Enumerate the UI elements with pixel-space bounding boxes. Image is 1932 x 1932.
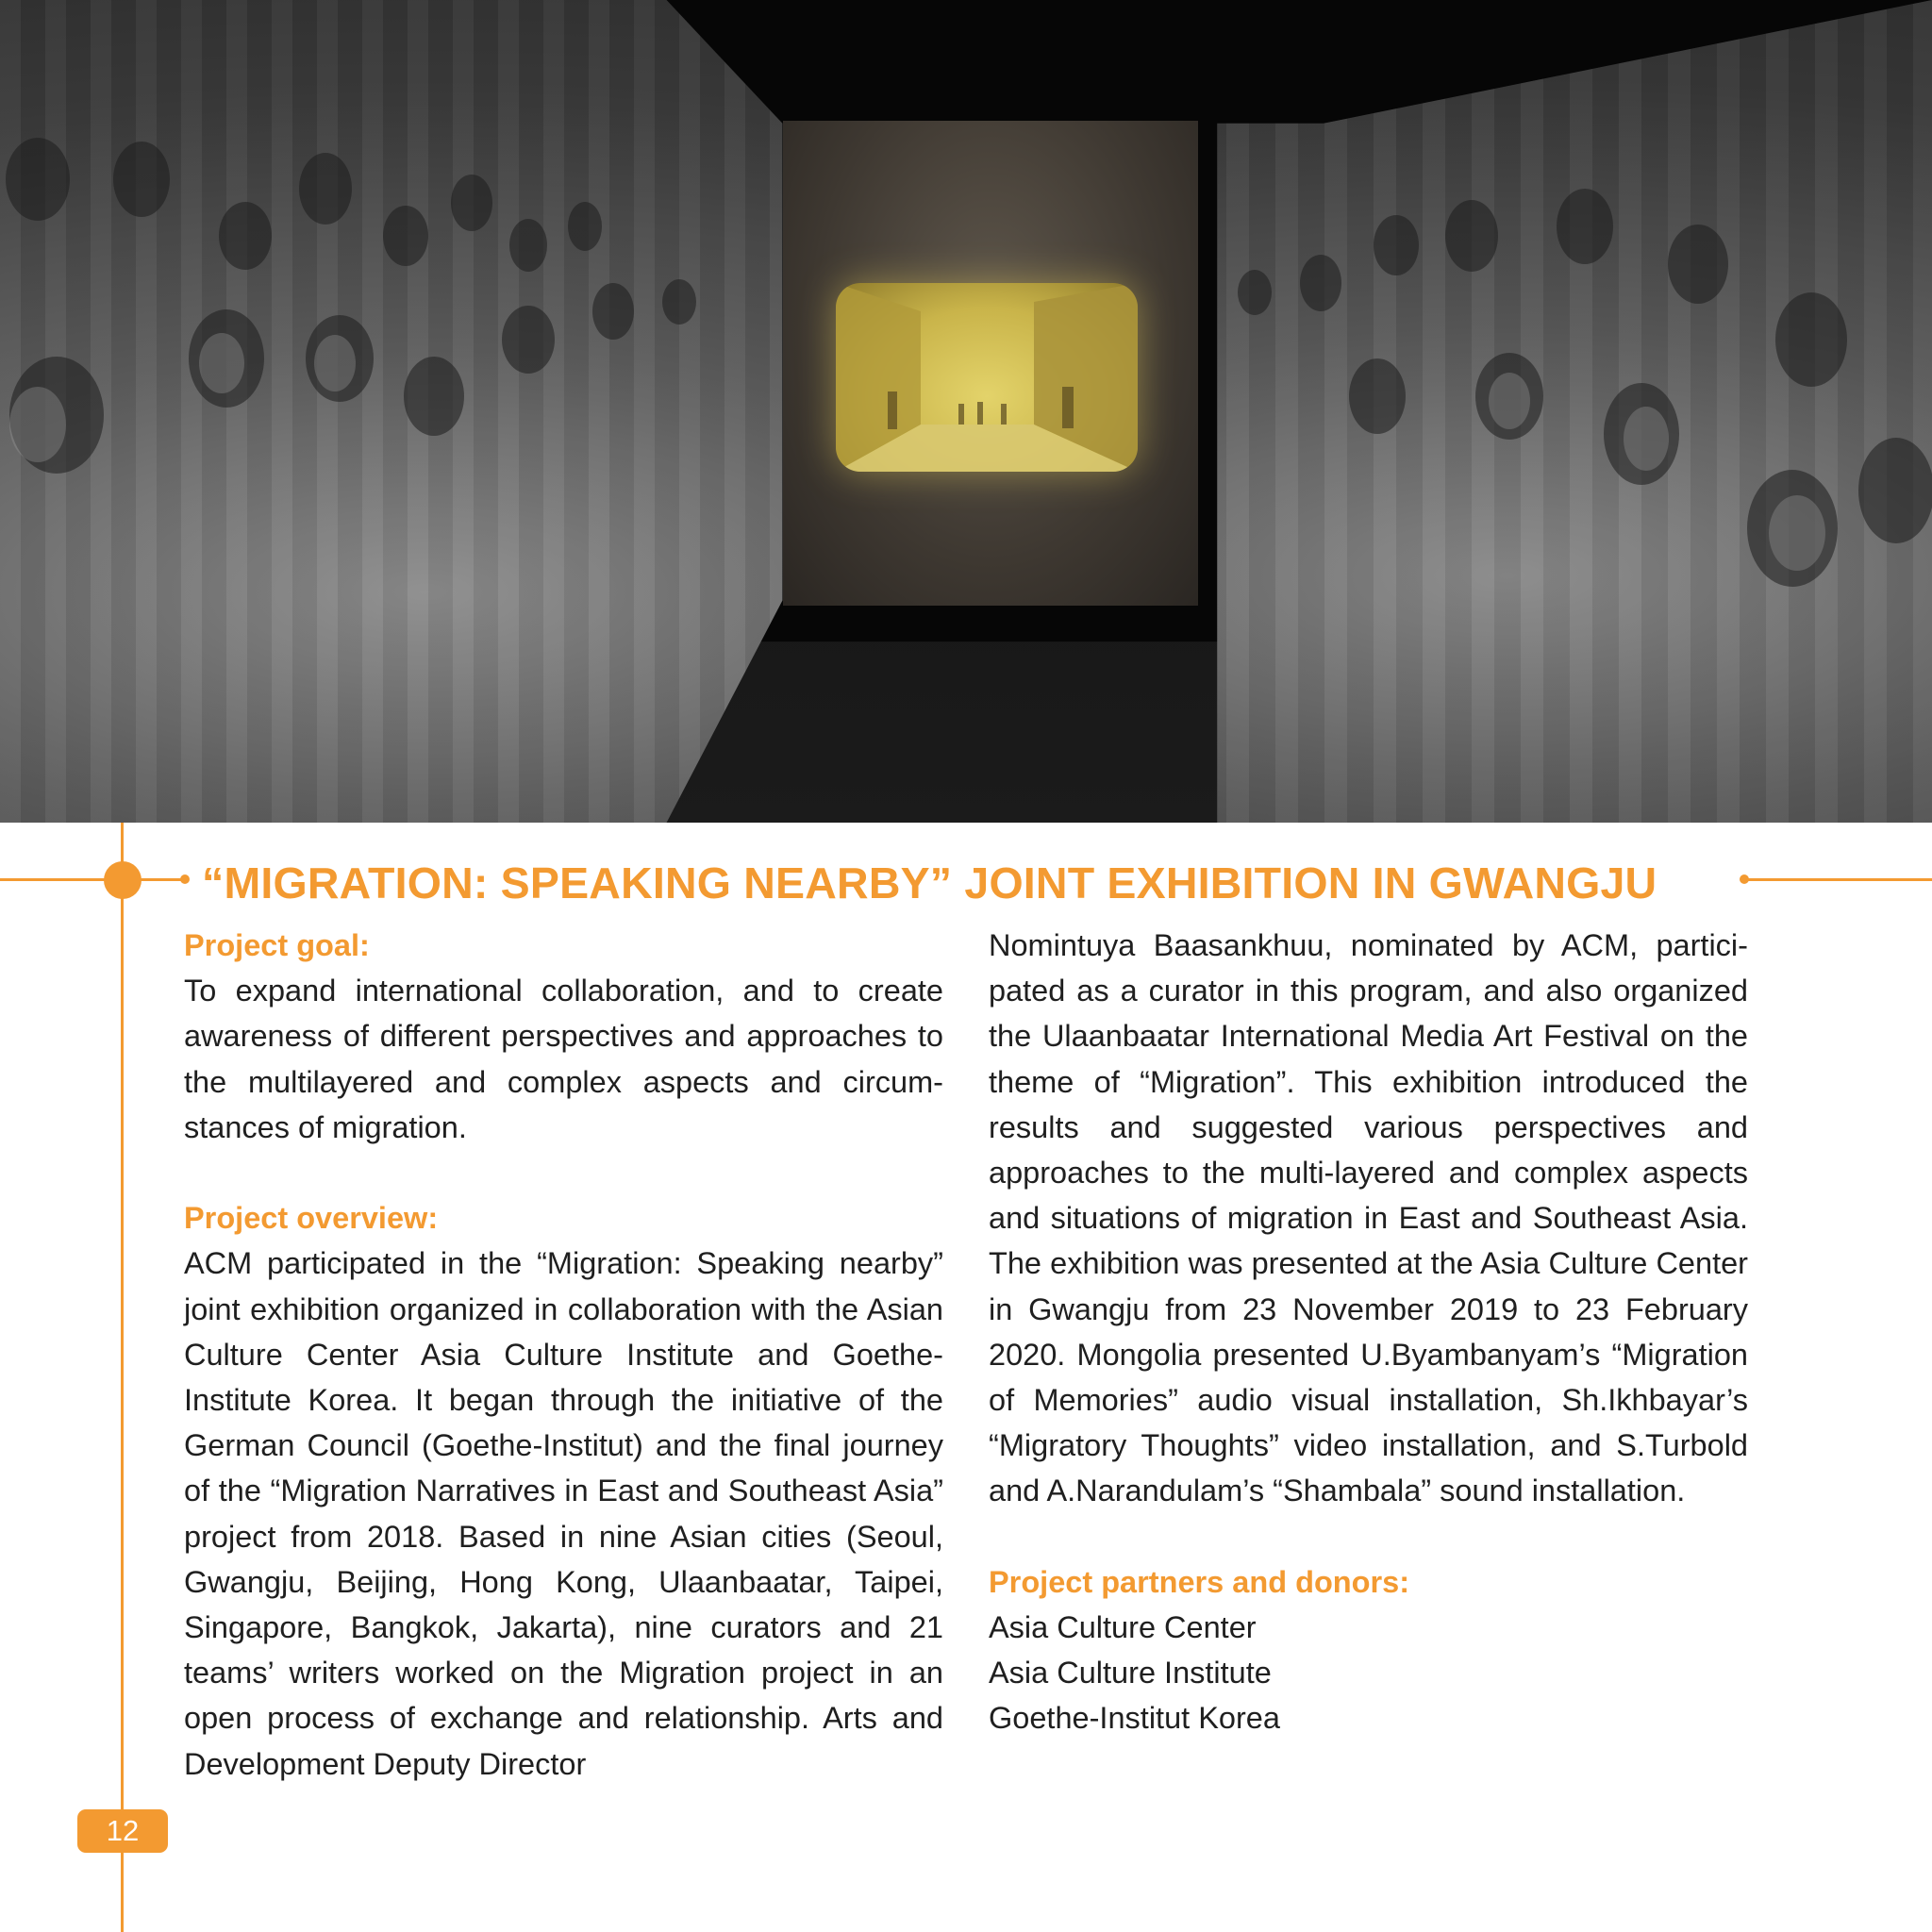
- goal-text: To expand international collaboration, and to create awareness of different perspectives and approaches to the multilayered and complex aspects and circumstances of migration.: [184, 974, 943, 1144]
- partner-item: Asia Culture Center: [989, 1610, 1257, 1645]
- vertical-accent-line: [121, 823, 124, 1932]
- title-rule-left: [0, 878, 185, 881]
- partners-heading: Project partners and donors:: [989, 1564, 1410, 1599]
- partner-item: Goethe-Institut Korea: [989, 1701, 1280, 1736]
- accent-dot-large: [104, 861, 142, 899]
- overview-heading: Project overview:: [184, 1201, 439, 1236]
- partners-list: [989, 1605, 1748, 1741]
- page-number: 12: [77, 1809, 168, 1853]
- accent-dot-small-right: [1740, 874, 1749, 884]
- page-title: “MIGRATION: SPEAKING NEARBY” JOINT EXHIBITION IN GWANGJU: [202, 858, 1657, 908]
- overview-text-left: ACM participated in the “Migration: Speaking nearby” joint exhibition organized in collaboration with the Asian Culture Center Asia Culture Institute and Goethe-Institute Korea. It began through the initiative of the German Council (Goethe-Institut) and the final journey of the “Migration Narratives in East and Southeast Asia” project from 2018. Based in nine Asian cities (Seoul, Gwangju, Beijing, Hong Kong, Ulaanbaatar, Taipei, Singapore, Bangkok, Jakarta), nine curators and 21 teams’ writers worked on the Migration project in an open process of exchange and relationship. Arts and Development Deputy Director: [184, 1246, 943, 1781]
- exhibition-photo: [0, 0, 1932, 823]
- title-rule-right: [1741, 878, 1932, 881]
- paragraph-gap: [989, 1514, 1748, 1559]
- goal-heading: Project goal:: [184, 928, 370, 962]
- accent-dot-small-left: [180, 874, 190, 884]
- right-column: [989, 923, 1748, 1741]
- street-scene: [836, 283, 1138, 472]
- partner-item: Asia Culture Institute: [989, 1656, 1272, 1690]
- left-column: [184, 923, 943, 1787]
- overview-text-right: Nomintuya Baasankhuu, nominated by ACM, participated as a curator in this program, and also organized the Ulaanbaatar International Media Art Festival on the theme of “Migration”. This exhibition introduced the results and suggested various perspectives and approaches to the multi-layered and complex aspects and situations of migration in East and Southeast Asia. The exhibition was presented at the Asia Culture Center in Gwangju from 23 November 2019 to 23 February 2020. Mongolia presented U.Byambanyam’s “Migration of Memories” audio visual installation, Sh.Ikhbayar’s “Migratory Thoughts” video installation, and S.Turbold and A.Narandulam’s “Shambala” sound installation.: [989, 928, 1748, 1508]
- paragraph-gap: [184, 1150, 943, 1195]
- projection-screen: [836, 283, 1138, 472]
